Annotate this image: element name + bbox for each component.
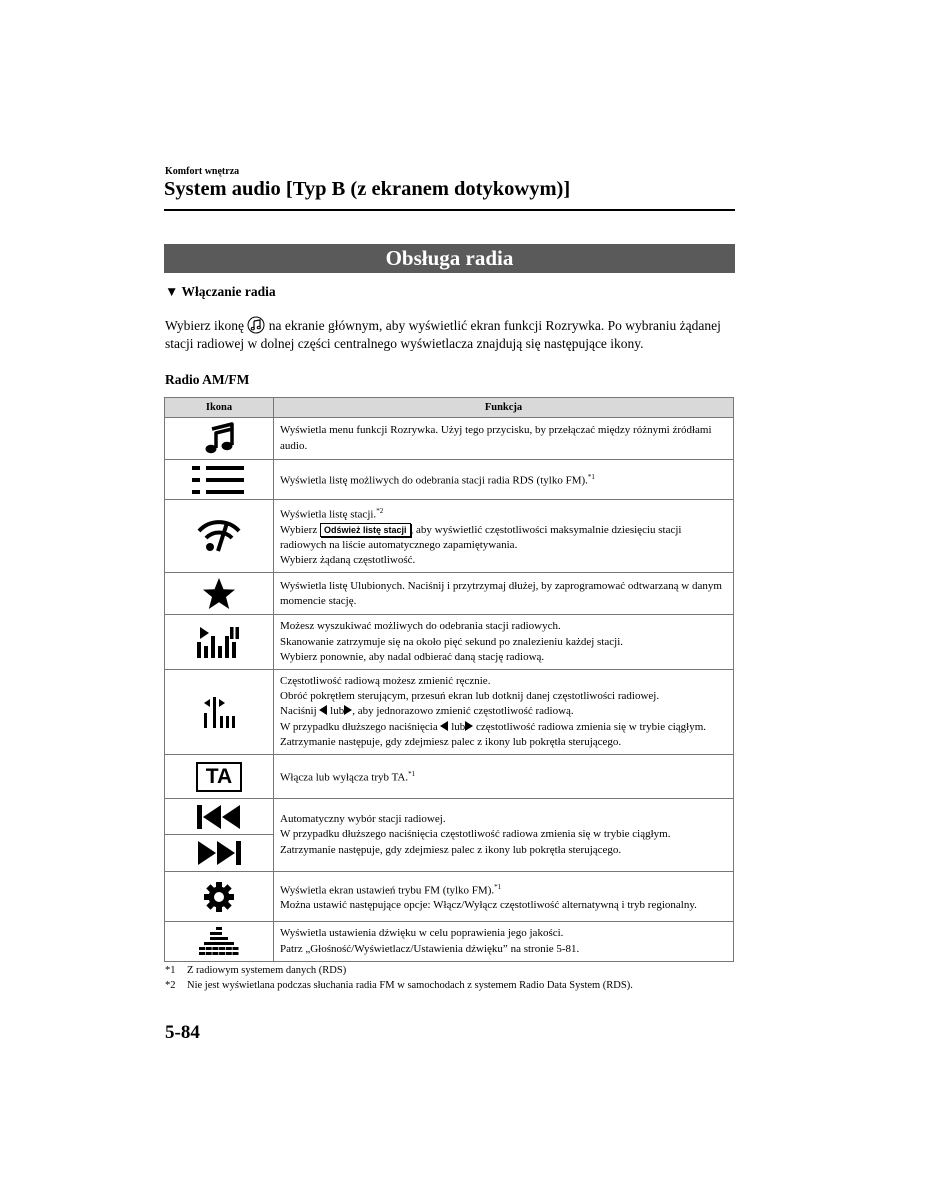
scan-icon bbox=[197, 625, 241, 659]
settings-line-2: Można ustawić następujące opcje: Włącz/Wyłącz częstotliwość alternatywną i tryb regionalny. bbox=[280, 899, 697, 912]
icon-cell bbox=[165, 922, 274, 962]
table-row bbox=[165, 872, 734, 922]
icon-cell bbox=[165, 755, 274, 799]
radio-heading: Radio AM/FM bbox=[165, 372, 250, 387]
function-cell bbox=[274, 500, 734, 573]
table-row bbox=[165, 922, 734, 962]
seek-previous-icon bbox=[197, 803, 241, 831]
footnote-text: Z radiowym systemem danych (RDS) bbox=[187, 965, 347, 976]
triangle-left-icon bbox=[319, 705, 327, 715]
sound-line-2: Patrz „Głośność/Wyświetlacz/Ustawienia dźwięku” na stronie 5-81. bbox=[280, 942, 580, 955]
intro-text-1: Wybierz ikonę bbox=[165, 318, 245, 333]
stations-line-1: Wyświetla listę stacji. bbox=[280, 508, 377, 521]
refresh-station-list-button[interactable]: Odśwież listę stacji bbox=[320, 523, 411, 537]
subsection-heading: ▼ Włączanie radia bbox=[165, 284, 276, 299]
tune-line-4b: lub bbox=[451, 720, 466, 733]
table-header-row bbox=[165, 398, 734, 418]
table-row bbox=[165, 755, 734, 799]
footnote-2 bbox=[165, 978, 633, 993]
sound-line-1: Wyświetla ustawienia dźwięku w celu poprawienia jego jakości. bbox=[280, 927, 564, 940]
function-cell bbox=[274, 460, 734, 500]
ta-icon bbox=[196, 762, 242, 792]
icon-cell bbox=[165, 460, 274, 500]
table-row bbox=[165, 670, 734, 755]
function-cell bbox=[274, 922, 734, 962]
function-cell bbox=[274, 573, 734, 615]
footnote-ref: *1 bbox=[408, 770, 416, 779]
function-cell bbox=[274, 872, 734, 922]
seek-line-2: W przypadku dłuższego naciśnięcia częstotliwość radiowa zmienia się w trybie ciągłym. bbox=[280, 828, 671, 841]
tune-icon bbox=[202, 696, 236, 728]
function-cell bbox=[274, 418, 734, 460]
table-row bbox=[165, 615, 734, 670]
footnote-ref: *1 bbox=[587, 473, 595, 482]
intro-paragraph bbox=[165, 316, 725, 353]
icon-cell bbox=[165, 872, 274, 922]
icon-cell bbox=[165, 799, 274, 835]
footnote-1 bbox=[165, 963, 633, 978]
favorites-desc: Wyświetla listę Ulubionych. Naciśnij i przytrzymaj dłużej, by zaprogramować odtwarzaną w danym momencie stację. bbox=[280, 579, 722, 607]
tune-line-3b: lub bbox=[330, 705, 345, 718]
footnotes bbox=[165, 963, 633, 993]
tune-line-4a: W przypadku dłuższego naciśnięcia bbox=[280, 720, 438, 733]
stations-line-2a: Wybierz bbox=[280, 523, 318, 536]
section-label: Komfort wnętrza bbox=[165, 166, 240, 177]
icon-cell bbox=[165, 670, 274, 755]
music-note-icon bbox=[201, 421, 237, 457]
icon-cell bbox=[165, 835, 274, 872]
header-icon: Ikona bbox=[165, 398, 274, 418]
stations-line-3: Wybierz żądaną częstotliwość. bbox=[280, 554, 416, 567]
radio-signal-icon bbox=[196, 518, 242, 554]
ta-desc: Włącza lub wyłącza tryb TA. bbox=[280, 771, 409, 784]
footnote-ref: *2 bbox=[376, 507, 384, 515]
seek-next-icon bbox=[197, 839, 241, 867]
table-row bbox=[165, 418, 734, 460]
ta-icon-text: TA bbox=[205, 764, 233, 788]
triangle-left-icon bbox=[440, 721, 448, 731]
music-desc: Wyświetla menu funkcji Rozrywka. Użyj tego przycisku, by przełączać między różnymi źródłami audio. bbox=[280, 424, 712, 452]
table-row bbox=[165, 573, 734, 615]
function-cell bbox=[274, 799, 734, 872]
table-row bbox=[165, 460, 734, 500]
header-function: Funkcja bbox=[274, 398, 734, 418]
scan-line-2: Skanowanie zatrzymuje się na około pięć sekund po znalezieniu każdej stacji. bbox=[280, 635, 624, 648]
table-row bbox=[165, 799, 734, 835]
star-icon bbox=[202, 577, 236, 611]
function-cell bbox=[274, 670, 734, 755]
seek-line-1: Automatyczny wybór stacji radiowej. bbox=[280, 813, 446, 826]
stations-line-2b: , aby wyświetlić częstotliwości maksymalnie dziesięciu stacji radiowych na liście automatycznego zapamiętywania. bbox=[280, 523, 682, 552]
tune-line-3c: , aby jednorazowo zmienić częstotliwość radiową. bbox=[352, 705, 574, 718]
gear-icon bbox=[203, 881, 235, 913]
tune-line-3a: Naciśnij bbox=[280, 705, 317, 718]
footnote-key: *1 bbox=[165, 965, 176, 976]
function-cell bbox=[274, 755, 734, 799]
list-icon bbox=[192, 464, 246, 496]
function-cell bbox=[274, 615, 734, 670]
page-title: System audio [Typ B (z ekranem dotykowym)] bbox=[164, 178, 571, 200]
settings-line-1: Wyświetla ekran ustawień trybu FM (tylko FM). bbox=[280, 884, 495, 897]
tune-line-4c: częstotliwość radiowa zmienia się w trybie ciągłym. Zatrzymanie następuje, gdy zdejmiesz palec z ikony lub pokrętła sterującego. bbox=[280, 720, 707, 748]
list-desc: Wyświetla listę możliwych do odebrania stacji radia RDS (tylko FM). bbox=[280, 474, 588, 487]
scan-line-3: Wybierz ponownie, aby nadal odbierać daną stację radiową. bbox=[280, 650, 545, 663]
tune-line-2: Obróć pokrętłem sterującym, przesuń ekran lub dotknij danej częstotliwości radiowej. bbox=[280, 690, 660, 703]
intro-text-2: na ekranie głównym, aby wyświetlić ekran funkcji Rozrywka. Po wybraniu żądanej stacji radiowej w dolnej części centralnego wyświetlacza znajdują się następujące ikony. bbox=[165, 318, 721, 351]
equalizer-icon bbox=[199, 926, 239, 958]
footnote-ref: *1 bbox=[494, 882, 502, 891]
icon-cell bbox=[165, 500, 274, 573]
seek-line-3: Zatrzymanie następuje, gdy zdejmiesz palec z ikony lub pokrętła sterującego. bbox=[280, 843, 622, 856]
function-table bbox=[164, 397, 734, 962]
title-rule bbox=[164, 209, 735, 211]
music-note-circle-icon bbox=[247, 316, 265, 334]
icon-cell bbox=[165, 418, 274, 460]
triangle-right-icon bbox=[465, 721, 473, 731]
icon-cell bbox=[165, 573, 274, 615]
icon-cell bbox=[165, 615, 274, 670]
section-banner: Obsługa radia bbox=[164, 244, 735, 273]
page-number: 5-84 bbox=[165, 1022, 200, 1043]
table-row bbox=[165, 500, 734, 573]
footnote-text: Nie jest wyświetlana podczas słuchania radia FM w samochodach z systemem Radio Data System (RDS). bbox=[187, 980, 633, 991]
footnote-key: *2 bbox=[165, 980, 176, 991]
scan-line-1: Możesz wyszukiwać możliwych do odebrania stacji radiowych. bbox=[280, 620, 561, 633]
tune-line-1: Częstotliwość radiową możesz zmienić ręcznie. bbox=[280, 675, 491, 688]
